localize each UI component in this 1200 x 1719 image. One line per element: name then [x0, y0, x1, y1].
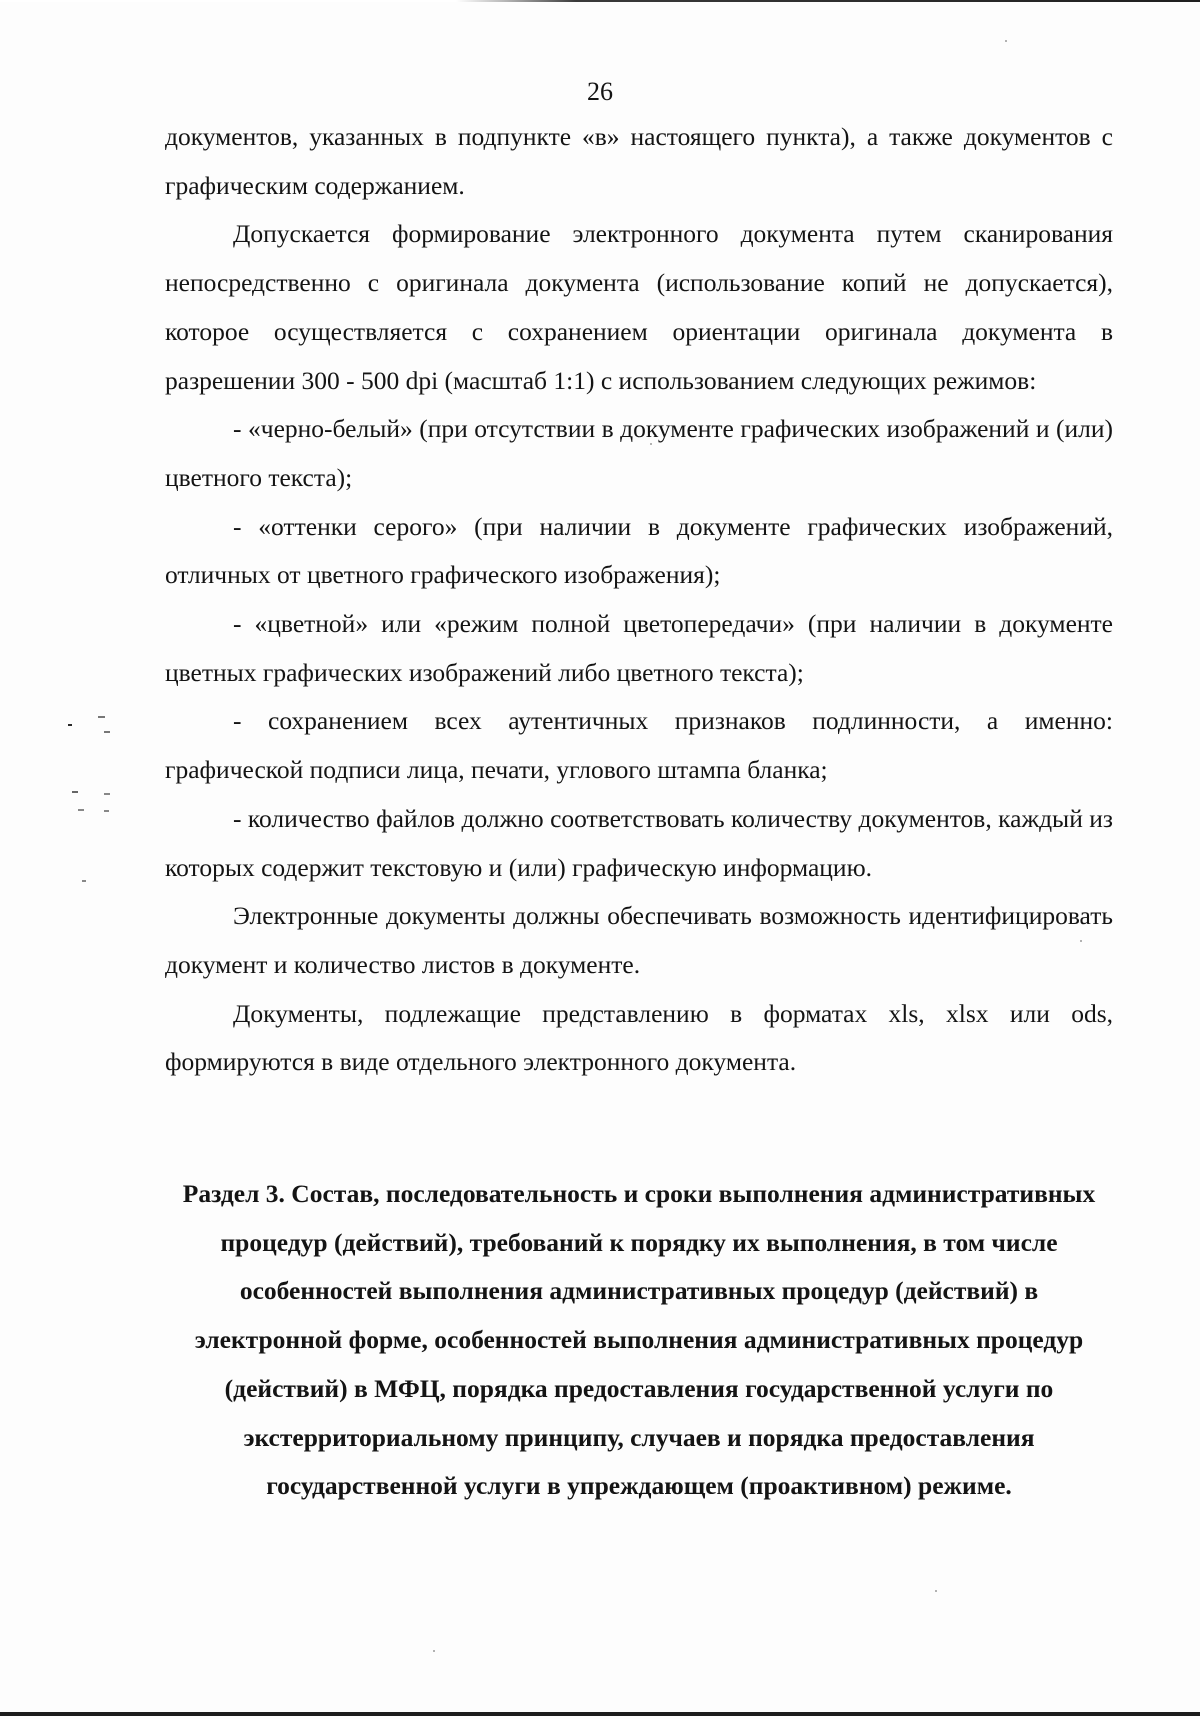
scan-speck — [433, 1650, 435, 1652]
margin-mark — [104, 731, 110, 733]
page-number: 26 — [587, 77, 613, 106]
paragraph-identification: Электронные документы должны обеспечивать возможность идентифицировать документ и количество листов в документе. — [165, 901, 1113, 979]
margin-mark — [68, 724, 72, 726]
list-item-grayscale: - «оттенки серого» (при наличии в документе графических изображений, отличных от цветного графического изображения); — [165, 511, 1113, 590]
scan-speck — [1005, 40, 1007, 42]
paragraph-scanning-rules: Допускается формирование электронного документа путем сканирования непосредственно с оригинала документа (использование копий не допускается), которое осуществляется с сохранением ориентации оригинала документа в разрешении 300 - 500 dpi (масштаб 1:1) с использованием следующих режимов: — [165, 219, 1113, 395]
section-heading: Раздел 3. Состав, последовательность и сроки выполнения административных процедур (действий), требований к порядку их выполнения, в том числе особенностей выполнения административных процедур (действий) в электронной форме, особенностей выполнения административных процедур (действий) в МФЦ, порядка предоставления государственной услуги по экстерриториальному принципу, случаев и порядка предоставления государственной услуги в упреждающем (проактивном) режиме. — [182, 1179, 1096, 1501]
document-body — [165, 113, 1113, 1087]
scan-speck — [935, 1590, 937, 1592]
list-item-authenticity: - сохранением всех аутентичных признаков подлинности, а именно: графической подписи лица, печати, углового штампа бланка; — [165, 706, 1113, 785]
list-item-file-count: - количество файлов должно соответствовать количеству документов, каждый из которых содержит текстовую и (или) графическую информацию. — [165, 803, 1113, 882]
scan-speck — [650, 443, 652, 445]
paragraph-continuation: документов, указанных в подпункте «в» настоящего пункта), а также документов с графическим содержанием. — [165, 122, 1113, 200]
scan-top-edge — [0, 0, 1200, 2]
margin-mark — [72, 791, 78, 793]
list-item-black-white: - «черно-белый» (при отсутствии в документе графических изображений и (или) цветного текста); — [165, 414, 1113, 492]
margin-mark — [104, 793, 110, 795]
scan-speck — [1080, 940, 1082, 942]
list-item-color: - «цветной» или «режим полной цветопередачи» (при наличии в документе цветных графических изображений либо цветного текста); — [165, 609, 1113, 687]
margin-mark — [82, 880, 86, 882]
margin-mark — [78, 809, 84, 811]
scan-bottom-edge — [0, 1712, 1200, 1716]
margin-mark — [104, 810, 109, 812]
paragraph-spreadsheet-formats: Документы, подлежащие представлению в форматах xls, xlsx или ods, формируются в виде отдельного электронного документа. — [165, 998, 1113, 1077]
margin-mark — [98, 716, 105, 718]
